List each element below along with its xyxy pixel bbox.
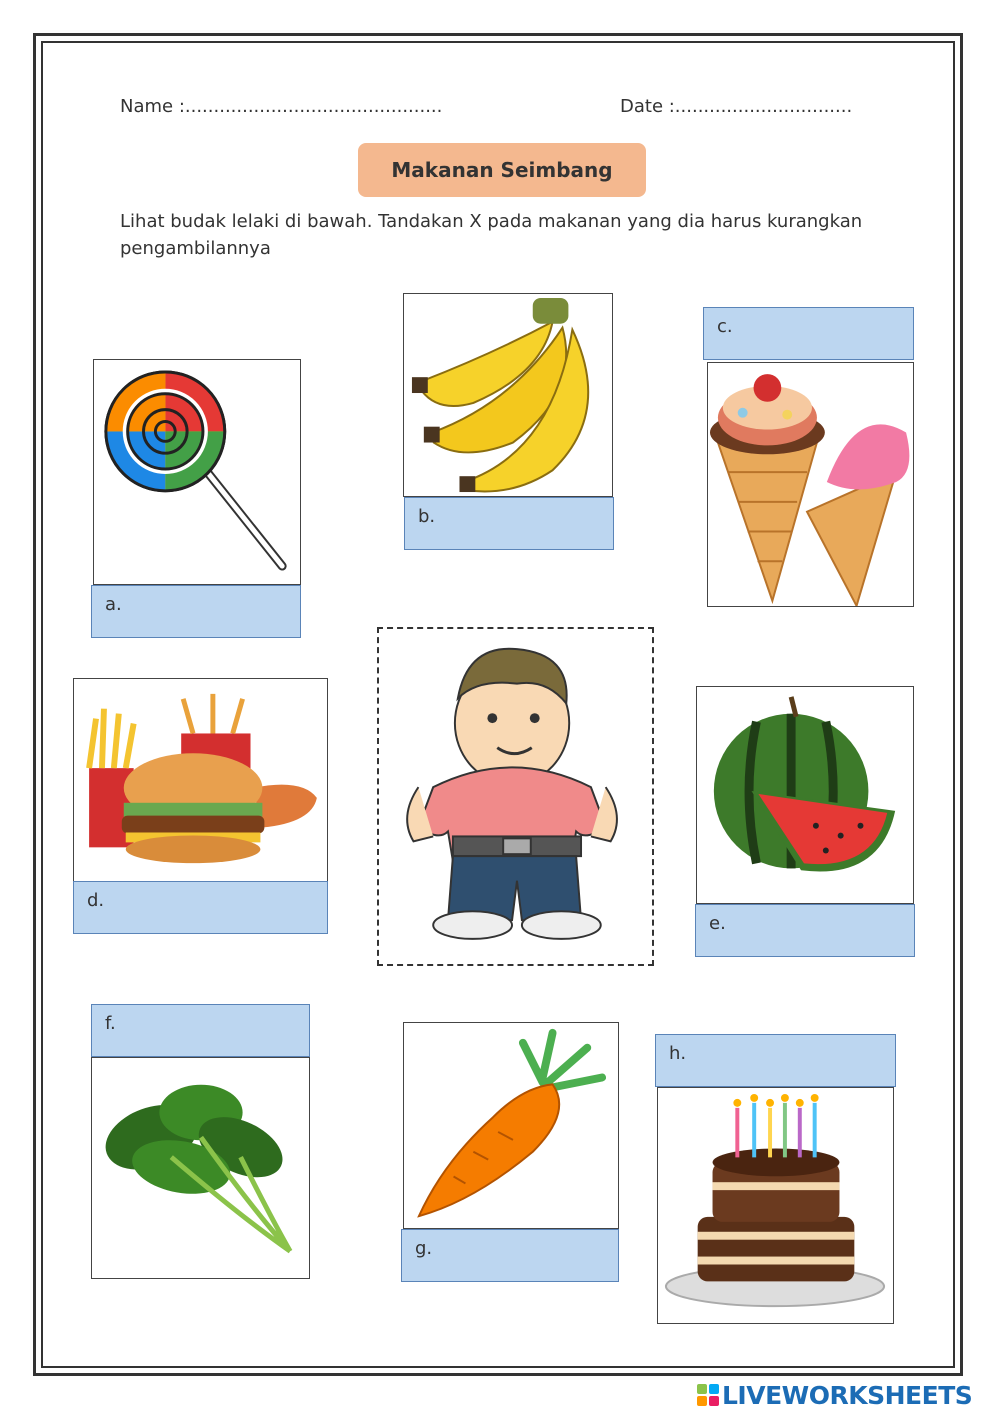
answer-box-c[interactable]: c. (703, 307, 914, 360)
ice-cream-icon (707, 362, 914, 607)
watermelon-icon (696, 686, 914, 904)
spinach-icon (91, 1057, 310, 1279)
answer-box-f[interactable]: f. (91, 1004, 310, 1057)
liveworksheets-logo (697, 1380, 972, 1410)
answer-box-e[interactable]: e. (695, 904, 915, 957)
answer-box-a[interactable]: a. (91, 585, 301, 638)
worksheet-title: Makanan Seimbang (358, 143, 646, 197)
carrot-icon (403, 1022, 619, 1229)
lollipop-icon (93, 359, 301, 585)
answer-box-d[interactable]: d. (73, 881, 328, 934)
answer-box-h[interactable]: h. (655, 1034, 896, 1087)
name-field: Name :............................................. (120, 96, 443, 117)
date-field: Date :............................... (620, 96, 853, 117)
footer-brand: LIVEWORKSHEETS (722, 1380, 973, 1410)
answer-box-b[interactable]: b. (404, 497, 614, 550)
fast-food-icon (73, 678, 328, 883)
banana-icon (403, 293, 613, 497)
overweight-boy-icon (377, 627, 654, 966)
birthday-cake-icon (657, 1087, 894, 1324)
instruction-text: Lihat budak lelaki di bawah. Tandakan X pada makanan yang dia harus kurangkan pengambilannya (120, 211, 863, 259)
liveworksheets-logo-icon (697, 1384, 719, 1406)
answer-box-g[interactable]: g. (401, 1229, 619, 1282)
